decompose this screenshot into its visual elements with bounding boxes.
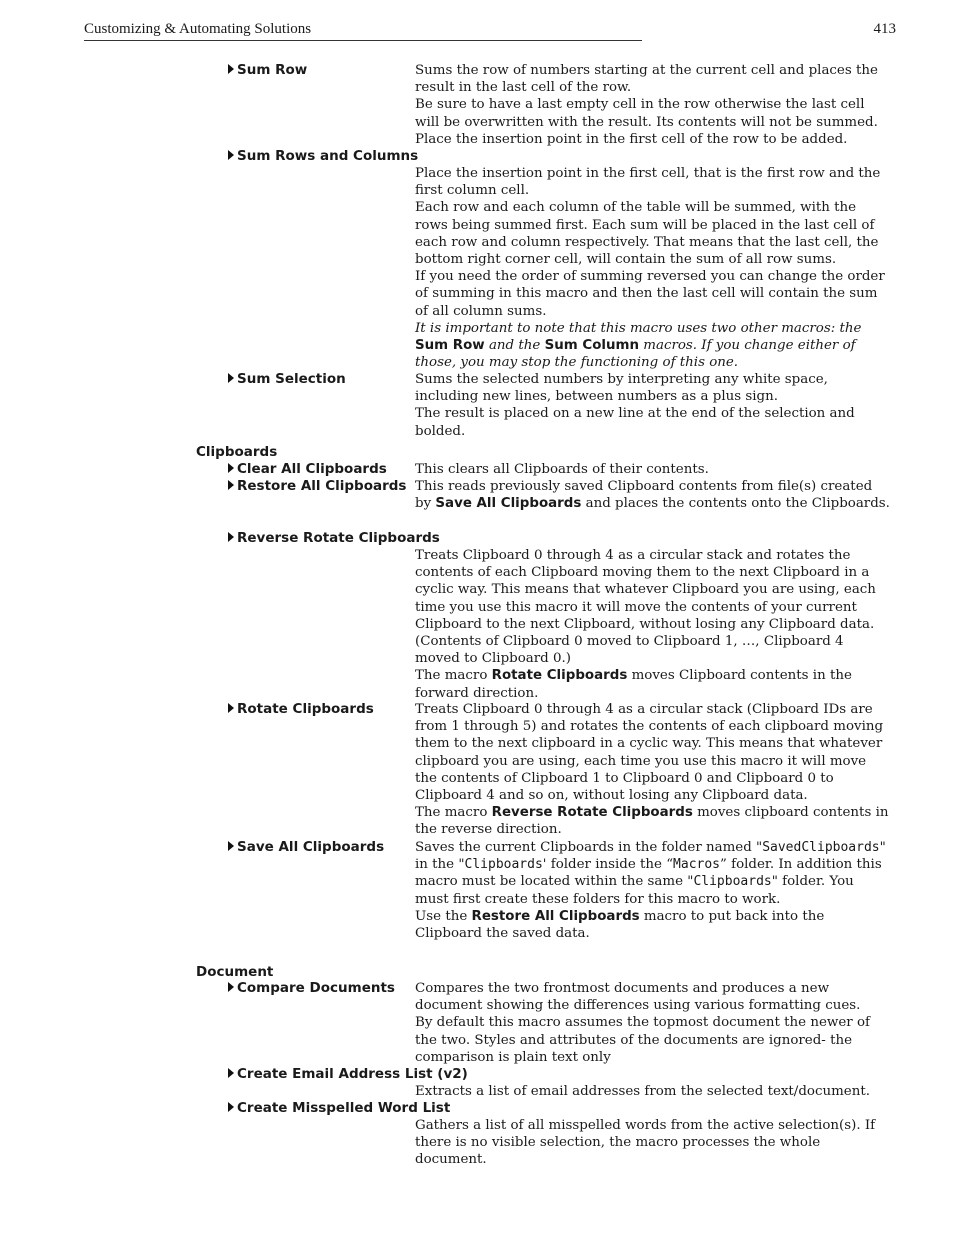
section-title-document: Document: [196, 964, 274, 980]
desc-restore-all-clipboards: This reads previously saved Clipboard contents from file(s) created by Save All Clipboards and places the contents onto the Clipboards.: [415, 479, 890, 512]
desc-sum-selection: Sums the selected numbers by interpreting any white space, including new lines, between numbers as a plus sign. The result is placed on a new line at the end of the selection and bolded.: [415, 372, 855, 439]
header-rule: [84, 40, 642, 41]
bullet-triangle-icon: [228, 841, 234, 851]
entry-sum-selection: Sum Selection: [228, 371, 346, 387]
bullet-triangle-icon: [228, 64, 234, 74]
section-title-clipboards: Clipboards: [196, 444, 278, 460]
desc-compare-documents: Compares the two frontmost documents and produces a new document showing the differences using various formatting cues. By default this macro assumes the topmost document the newer of the two. Styles and attributes of the documents are ignored- the comparison is plain text only: [415, 981, 870, 1065]
desc-save-all-clipboards: Saves the current Clipboards in the folder named "SavedClipboards" in the "Clipboards' folder inside the “Macros” folder. In addition this macro must be located within the same "Clipboards" folder. You must first create these folders for this macro to work. Use the Restore All Clipboards macro to put back into the Clipboard the saved data.: [415, 840, 886, 942]
bullet-triangle-icon: [228, 703, 234, 713]
bullet-triangle-icon: [228, 1068, 234, 1078]
desc-sum-rows-columns: Place the insertion point in the first cell, that is the first row and the first column cell. Each row and each column of the table will be summed, with the rows being summed first. Each sum will be placed in the last cell of each row and column respectively. That means that the last cell, the bottom right corner cell, will contain the sum of all row sums. If you need the order of summing reversed you can change the order of summing in this macro and then the last cell will contain the sum of all column sums. It is important to note that this macro uses two other macros: the Sum Row and the Sum Column macros. If you change either of those, you may stop the functioning of this one.: [415, 165, 890, 371]
desc-sum-row: Sums the row of numbers starting at the current cell and places the result in the last cell of the row. Be sure to have a last empty cell in the row otherwise the last cell will be overwritten with the result. Its contents will not be summed. Place the insertion point in the first cell of the row to be added.: [415, 63, 878, 147]
entry-reverse-rotate-clipboards: Reverse Rotate Clipboards: [228, 530, 440, 546]
desc-clear-all-clipboards: This clears all Clipboards of their contents.: [415, 462, 709, 477]
running-title: Customizing & Automating Solutions: [84, 21, 312, 37]
entry-rotate-clipboards: Rotate Clipboards: [228, 701, 374, 717]
bullet-triangle-icon: [228, 480, 234, 490]
page-number: 413: [873, 21, 896, 37]
note: It is important to note that this macro uses two other macros: the Sum Row and the Sum Column macros. If you change either of those, you may stop the functioning of this one.: [415, 320, 862, 371]
bullet-triangle-icon: [228, 150, 234, 160]
entry-sum-row: Sum Row: [228, 62, 307, 78]
entry-sum-rows-columns: Sum Rows and Columns: [228, 148, 418, 164]
bullet-triangle-icon: [228, 1102, 234, 1112]
entry-create-email-address-list: Create Email Address List (v2): [228, 1066, 468, 1082]
entry-create-misspelled-word-list: Create Misspelled Word List: [228, 1100, 450, 1116]
desc-reverse-rotate-clipboards: Treats Clipboard 0 through 4 as a circular stack and rotates the contents of each Clipboard moving them to the next Clipboard in a cyclic way. This means that whatever Clipboard you are using, each time you use this macro it will move the contents of your current Clipboard to the next Clipboard, without losing any Clipboard data. (Contents of Clipboard 0 moved to Clipboard 1, …, Clipboard 4 moved to Clipboard 0.) The macro Rotate Clipboards moves Clipboard contents in the forward direction.: [415, 548, 876, 701]
desc-create-misspelled-word-list: Gathers a list of all misspelled words from the active selection(s). If there is no visible selection, the macro processes the whole document.: [415, 1118, 876, 1168]
bullet-triangle-icon: [228, 463, 234, 473]
bullet-triangle-icon: [228, 532, 234, 542]
entry-clear-all-clipboards: Clear All Clipboards: [228, 461, 387, 477]
bullet-triangle-icon: [228, 982, 234, 992]
bullet-triangle-icon: [228, 373, 234, 383]
desc-rotate-clipboards: Treats Clipboard 0 through 4 as a circular stack (Clipboard IDs are from 1 through 5) and rotates the contents of each clipboard moving them to the next clipboard in a cyclic way. This means that whatever clipboard you are using, each time you use this macro it will move the contents of Clipboard 1 to Clipboard 0 and Clipboard 0 to Clipboard 4 and so on, without losing any Clipboard data. The macro Reverse Rotate Clipboards moves clipboard contents in the reverse direction.: [415, 702, 889, 838]
entry-save-all-clipboards: Save All Clipboards: [228, 839, 384, 855]
entry-restore-all-clipboards: Restore All Clipboards: [228, 478, 406, 494]
desc-create-email-address-list: Extracts a list of email addresses from the selected text/document.: [415, 1084, 870, 1099]
page-header: [84, 18, 896, 42]
entry-compare-documents: Compare Documents: [228, 980, 395, 996]
